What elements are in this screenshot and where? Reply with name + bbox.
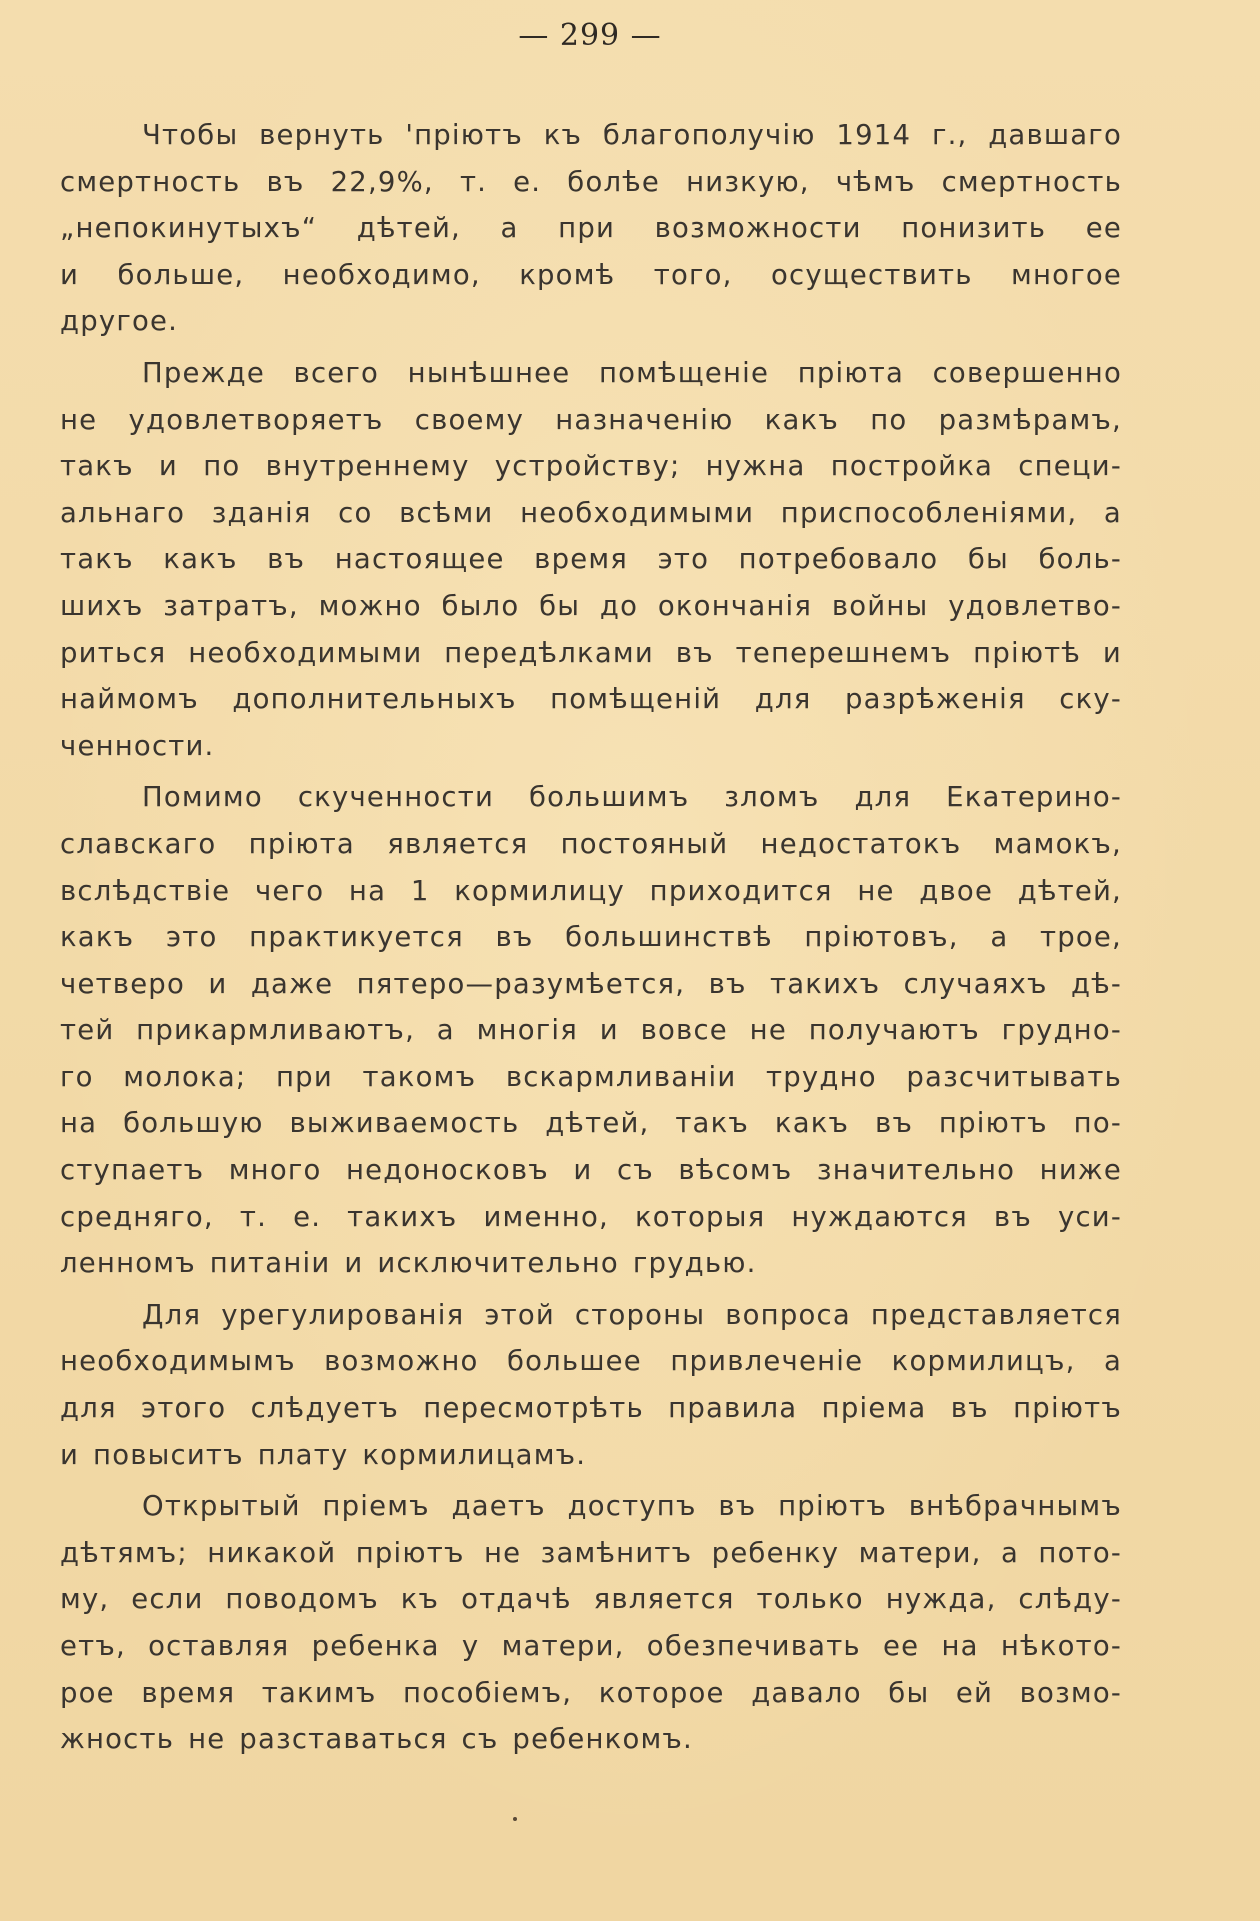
ink-speck [513, 1817, 517, 1821]
text-line: Открытый пріемъ даетъ доступъ въ пріютъ внѣбрачнымъ [142, 1490, 1122, 1523]
text-line: славскаго пріюта является постояный недостатокъ мамокъ, [60, 827, 1122, 860]
text-line: ченности. [60, 729, 215, 762]
text-line: необходимымъ возможно большее привлеченіе кормилицъ, а [60, 1345, 1122, 1378]
text-line: риться необходимыми передѣлками въ теперешнемъ пріютѣ и [60, 636, 1122, 669]
paragraph-2 [60, 350, 1122, 769]
text-line: тей прикармливаютъ, а многія и вовсе не получаютъ грудно- [60, 1014, 1122, 1047]
paragraph-3 [60, 774, 1122, 1287]
text-line: четверо и даже пятеро—разумѣется, въ такихъ случаяхъ дѣ- [60, 967, 1122, 1000]
text-line: такъ какъ въ настоящее время это потребовало бы боль- [60, 543, 1122, 576]
text-line: для этого слѣдуетъ пересмотрѣть правила пріема въ пріютъ [60, 1392, 1122, 1425]
text-line: какъ это практикуется въ большинствѣ пріютовъ, а трое, [60, 921, 1122, 954]
text-line: и повыситъ плату кормилицамъ. [60, 1438, 587, 1471]
text-line: средняго, т. е. такихъ именно, которыя нуждаются въ уси- [60, 1200, 1122, 1233]
text-line: го молока; при такомъ вскармливаніи трудно разсчитывать [60, 1060, 1122, 1093]
text-line: не удовлетворяетъ своему назначенію какъ по размѣрамъ, [60, 403, 1122, 436]
paragraph-4 [60, 1292, 1122, 1478]
text-line: ступаетъ много недоносковъ и съ вѣсомъ значительно ниже [60, 1154, 1122, 1187]
text-line: шихъ затратъ, можно было бы до окончанія войны удовлетво- [60, 589, 1122, 622]
paragraph-5 [60, 1483, 1122, 1763]
text-line: ленномъ питаніи и исключительно грудью. [60, 1247, 757, 1280]
text-line: вслѣдствіе чего на 1 кормилицу приходится не двое дѣтей, [60, 874, 1122, 907]
text-line: Для урегулированія этой стороны вопроса представляется [142, 1298, 1122, 1331]
body-text [60, 112, 1122, 1768]
text-line: Прежде всего нынѣшнее помѣщеніе пріюта совершенно [142, 356, 1122, 389]
text-line: Чтобы вернуть 'пріютъ къ благополучію 1914 г., давшаго [142, 119, 1122, 151]
text-line: и больше, необходимо, кромѣ того, осуществить многое [60, 258, 1122, 291]
text-line: наймомъ дополнительныхъ помѣщеній для разрѣженія ску- [60, 683, 1122, 716]
text-line: му, если поводомъ къ отдачѣ является только нужда, слѣду- [60, 1583, 1122, 1616]
text-line: „непокинутыхъ“ дѣтей, а при возможности понизить ее [60, 212, 1122, 245]
text-line: рое время такимъ пособіемъ, которое давало бы ей возмо- [60, 1676, 1122, 1709]
text-line: Помимо скученности большимъ зломъ для Екатерино- [142, 781, 1122, 814]
text-line: на большую выживаемость дѣтей, такъ какъ въ пріютъ по- [60, 1107, 1122, 1140]
text-line: альнаго зданія со всѣми необходимыми приспособленіями, а [60, 496, 1122, 529]
text-line: жность не разставаться съ ребенкомъ. [60, 1723, 693, 1756]
text-line: смертность въ 22,9%, т. е. болѣе низкую, чѣмъ смертность [60, 165, 1122, 198]
text-line: такъ и по внутреннему устройству; нужна постройка специ- [60, 450, 1122, 483]
text-line: дѣтямъ; никакой пріютъ не замѣнитъ ребенку матери, а пото- [60, 1536, 1122, 1569]
page-number: — 299 — [518, 18, 662, 53]
text-line: другое. [60, 305, 179, 338]
text-line: етъ, оставляя ребенка у матери, обезпечивать ее на нѣкото- [60, 1630, 1122, 1662]
paragraph-1 [60, 112, 1122, 345]
